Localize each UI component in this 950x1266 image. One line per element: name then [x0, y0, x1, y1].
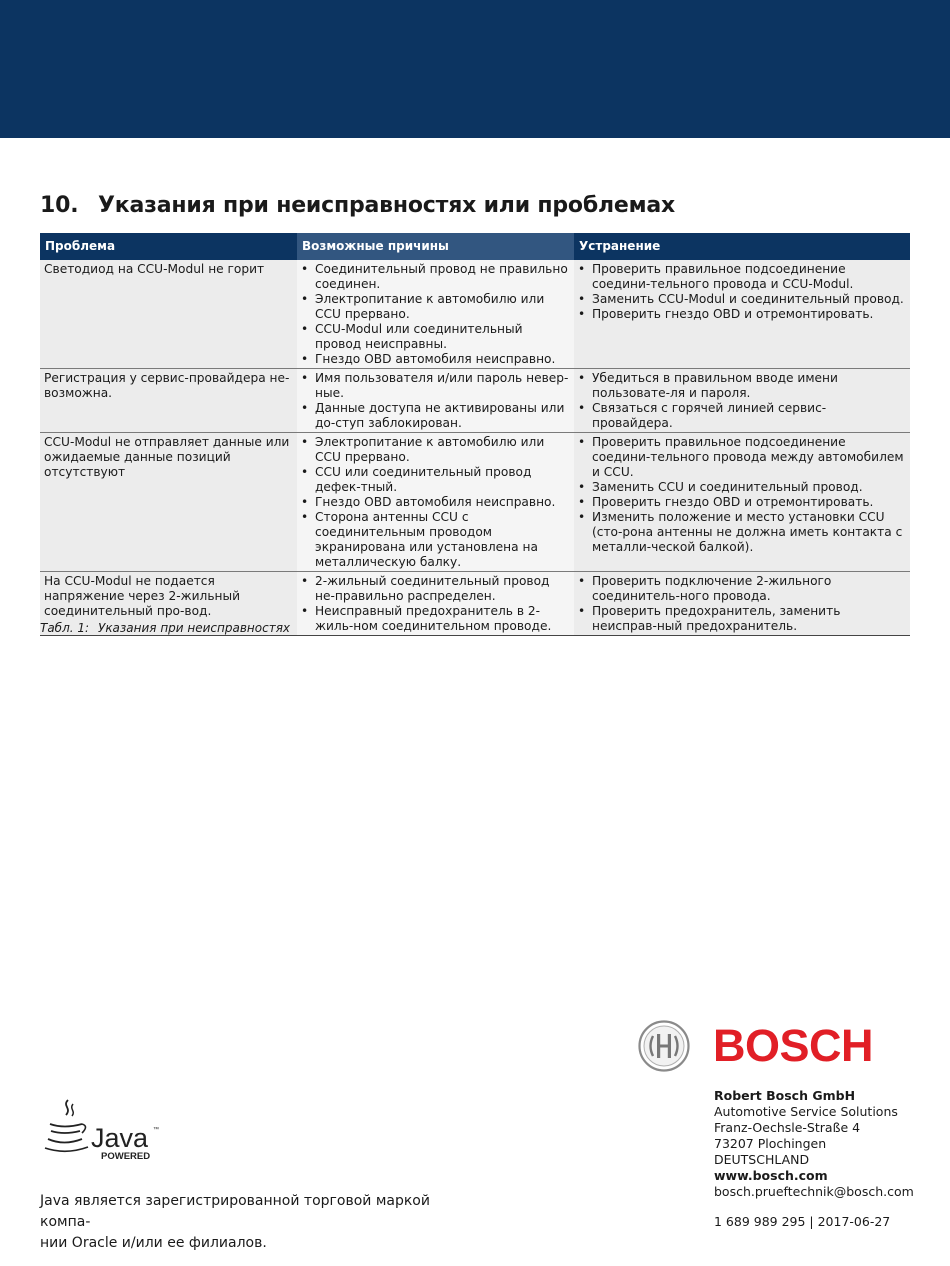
remedy-item: • Заменить CCU и соединительный провод.: [578, 480, 905, 495]
java-logo-sub: POWERED: [101, 1151, 151, 1162]
cause-item: • Имя пользователя и/или пароль невер-ные.: [301, 371, 569, 401]
header-problem: Проблема: [40, 233, 297, 260]
java-note-line: Java является зарегистрированной торговой маркой компа-: [40, 1193, 430, 1230]
section-title-text: Указания при неисправностях или проблемах: [98, 193, 676, 218]
cause-item: • Сторона антенны CCU с соединительным проводом экранирована или установлена на металлическую балку.: [301, 510, 569, 570]
cause-item: • Электропитание к автомобилю или CCU прервано.: [301, 435, 569, 465]
document-number: 1 689 989 295 | 2017-06-27: [714, 1214, 891, 1229]
java-logo-word: Java: [91, 1123, 149, 1153]
cause-item: • Электропитание к автомобилю или CCU прервано.: [301, 292, 569, 322]
cause-item: • Соединительный провод не правильно соединен.: [301, 262, 569, 292]
caption-label: Табл. 1:: [40, 621, 90, 635]
remedy-item: • Проверить правильное подсоединение соедини-тельного провода и CCU-Modul.: [578, 262, 905, 292]
cause-item: • Данные доступа не активированы или до-ступ заблокирован.: [301, 401, 569, 431]
company-address: [714, 1088, 914, 1200]
remedy-item: • Проверить гнездо OBD и отремонтировать.: [578, 307, 905, 322]
java-powered-logo-icon: [42, 1098, 162, 1164]
cause-item: • Неисправный предохранитель в 2-жиль-ном соединительном проводе.: [301, 604, 569, 634]
company-street: Franz-Oechsle-Straße 4: [714, 1120, 861, 1135]
remedy-item: • Проверить правильное подсоединение соедини-тельного провода между автомобилем и CCU.: [578, 435, 905, 480]
causes-cell: [297, 433, 574, 572]
cause-item: • CCU или соединительный провод дефек-тный.: [301, 465, 569, 495]
table-header-row: [40, 233, 910, 260]
cause-item: • Гнездо OBD автомобиля неисправно.: [301, 352, 569, 367]
remedy-cell: [574, 260, 910, 369]
header-remedy: Устранение: [574, 233, 910, 260]
remedy-item: • Заменить CCU-Modul и соединительный провод.: [578, 292, 905, 307]
bosch-logo-text: BOSCH: [713, 1020, 874, 1071]
top-header-band: [0, 0, 950, 138]
remedy-item: • Проверить предохранитель, заменить неисправ-ный предохранитель.: [578, 604, 905, 634]
section-title: [40, 193, 675, 218]
causes-cell: [297, 369, 574, 433]
company-email: bosch.prueftechnik@bosch.com: [714, 1184, 914, 1199]
cause-item: • CCU-Modul или соединительный провод неисправны.: [301, 322, 569, 352]
remedy-cell: [574, 572, 910, 636]
table-row: [40, 369, 910, 433]
remedy-cell: [574, 369, 910, 433]
troubleshooting-table: [40, 233, 910, 636]
company-name: Robert Bosch GmbH: [714, 1088, 856, 1103]
remedy-item: • Убедиться в правильном вводе имени пользовате-ля и пароля.: [578, 371, 905, 401]
table-row: [40, 260, 910, 369]
remedy-item: • Изменить положение и место установки CCU (сто-рона антенны не должна иметь контакта с металли-ческой балкой).: [578, 510, 905, 555]
cause-item: • Гнездо OBD автомобиля неисправно.: [301, 495, 569, 510]
remedy-cell: [574, 433, 910, 572]
section-number: 10.: [40, 193, 79, 218]
java-trademark-mark: ™: [153, 1127, 159, 1133]
cause-item: • 2-жильный соединительный провод не-правильно распределен.: [301, 574, 569, 604]
java-trademark-note: [40, 1191, 470, 1254]
header-causes: Возможные причины: [297, 233, 574, 260]
table-caption: [40, 621, 290, 635]
company-division: Automotive Service Solutions: [714, 1104, 898, 1119]
causes-cell: [297, 572, 574, 636]
problem-cell: На CCU-Modul не подается напряжение через 2-жильный соединительный про-вод.: [40, 572, 297, 636]
problem-cell: Регистрация у сервис-провайдера не-возможна.: [40, 369, 297, 433]
table-row: [40, 433, 910, 572]
causes-cell: [297, 260, 574, 369]
problem-cell: CCU-Modul не отправляет данные или ожидаемые данные позиций отсутствуют: [40, 433, 297, 572]
caption-text: Указания при неисправностях: [98, 621, 291, 635]
company-country: DEUTSCHLAND: [714, 1152, 810, 1167]
company-city: 73207 Plochingen: [714, 1136, 827, 1151]
remedy-item: • Связаться с горячей линией сервис-провайдера.: [578, 401, 905, 431]
remedy-item: • Проверить подключение 2-жильного соединитель-ного провода.: [578, 574, 905, 604]
java-note-line: нии Oracle и/или ее филиалов.: [40, 1235, 267, 1251]
remedy-item: • Проверить гнездо OBD и отремонтировать.: [578, 495, 905, 510]
company-website: www.bosch.com: [714, 1168, 828, 1183]
problem-cell: Светодиод на CCU-Modul не горит: [40, 260, 297, 369]
bosch-armature-icon: [638, 1020, 690, 1072]
